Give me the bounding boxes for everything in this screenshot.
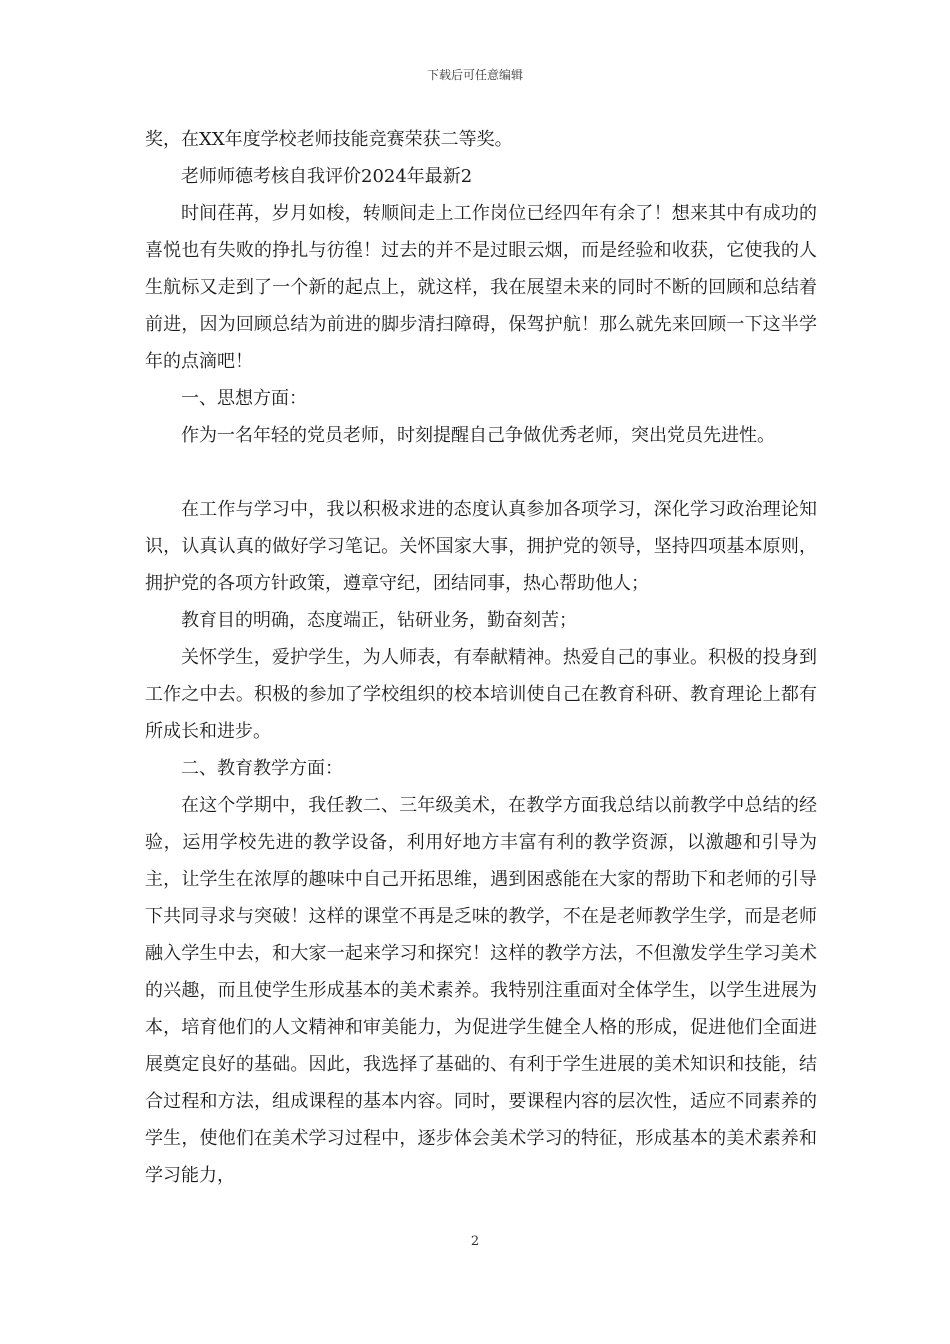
paragraph-intro: 时间荏苒，岁月如梭，转顺间走上工作岗位已经四年有余了！想来其中有成功的喜悦也有失败的挣扎与彷徨！过去的并不是过眼云烟，而是经验和收获，它使我的人生航标又走到了一个新的起点上，就这样，我在展望未来的同时不断的回顾和总结着前进，因为回顾总结为前进的脚步清扫障碍，保驾护航！那么就先来回顾一下这半学年的点滴吧！ <box>145 203 817 372</box>
section-title: 老师师德考核自我评价2024年最新2 <box>181 166 473 187</box>
paragraph-party-member: 作为一名年轻的党员老师，时刻提醒自己争做优秀老师，突出党员先进性。 <box>181 425 775 446</box>
paragraph-care-students: 关怀学生，爱护学生，为人师表，有奉献精神。热爱自己的事业。积极的投身到工作之中去。积极的参加了学校组织的校本培训使自己在教育科研、教育理论上都有所成长和进步。 <box>145 647 817 742</box>
paragraph-attitude: 教育目的明确，态度端正，钻研业务，勤奋刻苦； <box>181 610 577 631</box>
paragraph-continuation: 奖，在XX年度学校老师技能竞赛荣获二等奖。 <box>145 129 513 150</box>
page-number: 2 <box>470 1234 480 1249</box>
heading-teaching: 二、教育教学方面： <box>181 758 343 779</box>
blank-line <box>145 454 817 491</box>
paragraph-study: 在工作与学习中，我以积极求进的态度认真参加各项学习，深化学习政治理论知识，认真认真的做好学习笔记。关怀国家大事，拥护党的领导，坚持四项基本原则，拥护党的各项方针政策，遵章守纪，团结同事，热心帮助他人； <box>145 499 817 594</box>
document-body <box>145 121 817 1194</box>
page-header: 下载后可任意编辑 <box>426 68 523 82</box>
paragraph-teaching: 在这个学期中，我任教二、三年级美术，在教学方面我总结以前教学中总结的经验，运用学校先进的教学设备，利用好地方丰富有利的教学资源，以激趣和引导为主，让学生在浓厚的趣味中自己开拓思维，遇到困惑能在大家的帮助下和老师的引导下共同寻求与突破！这样的课堂不再是乏味的教学，不在是老师教学生学，而是老师融入学生中去，和大家一起来学习和探究！这样的教学方法，不但激发学生学习美术的兴趣，而且使学生形成基本的美术素养。我特别注重面对全体学生，以学生进展为本，培育他们的人文精神和审美能力，为促进学生健全人格的形成，促进他们全面进展奠定良好的基础。因此，我选择了基础的、有利于学生进展的美术知识和技能，结合过程和方法，组成课程的基本内容。同时，要课程内容的层次性，适应不同素养的学生，使他们在美术学习过程中，逐步体会美术学习的特征，形成基本的美术素养和学习能力， <box>145 795 817 1186</box>
heading-thought: 一、思想方面： <box>181 388 307 409</box>
